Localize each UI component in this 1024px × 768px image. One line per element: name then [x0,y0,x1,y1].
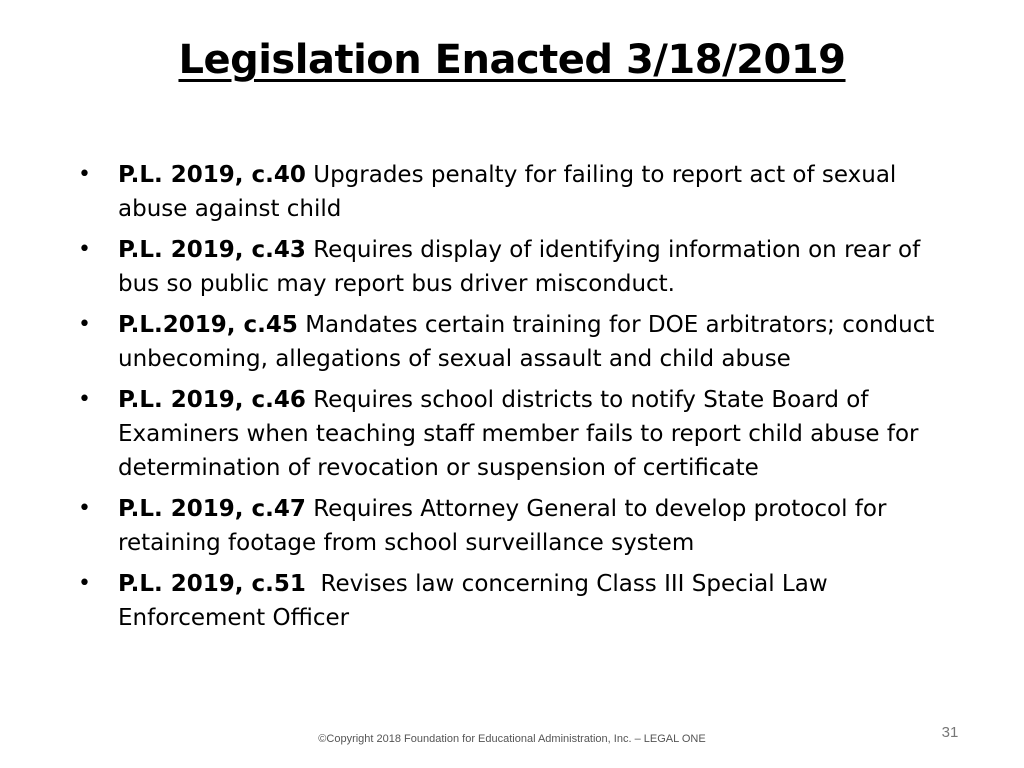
law-reference: P.L. 2019, c.51 [118,571,306,597]
list-item [76,383,966,485]
bullet-icon: • [78,237,91,262]
bullet-icon: • [78,162,91,187]
footer-copyright: ©Copyright 2018 Foundation for Educational Administration, Inc. – LEGAL ONE [318,733,706,745]
list-item [76,567,966,635]
list-item [76,158,966,226]
bullet-icon: • [78,496,91,521]
law-reference: P.L. 2019, c.43 [118,237,306,263]
law-reference: P.L. 2019, c.47 [118,496,306,522]
law-description: Mandates certain training for DOE arbitrators; conduct unbecoming, allegations of sexual assault and child abuse [118,312,935,372]
law-description: Requires school districts to notify State Board of Examiners when teaching staff member fails to report child abuse for determination of revocation or suspension of certificate [118,387,919,481]
law-reference: P.L. 2019, c.40 [118,162,306,188]
law-description: Requires Attorney General to develop protocol for retaining footage from school surveillance system [118,496,887,556]
bullet-icon: • [78,312,91,337]
page-number: 31 [941,724,959,741]
law-description: Requires display of identifying information on rear of bus so public may report bus driver misconduct. [118,237,921,297]
slide-title-text: Legislation Enacted 3/18/2019 [178,37,846,83]
law-reference: P.L.2019, c.45 [118,312,298,338]
list-item [76,492,966,560]
law-description: Upgrades penalty for failing to report act of sexual abuse against child [118,162,897,222]
list-item [76,233,966,301]
bullet-icon: • [78,387,91,412]
law-description: Revises law concerning Class III Special Law Enforcement Officer [118,571,835,631]
slide-title [0,28,1024,92]
bullet-icon: • [78,571,91,596]
list-item [76,308,966,376]
legislation-list [76,158,966,642]
law-reference: P.L. 2019, c.46 [118,387,306,413]
